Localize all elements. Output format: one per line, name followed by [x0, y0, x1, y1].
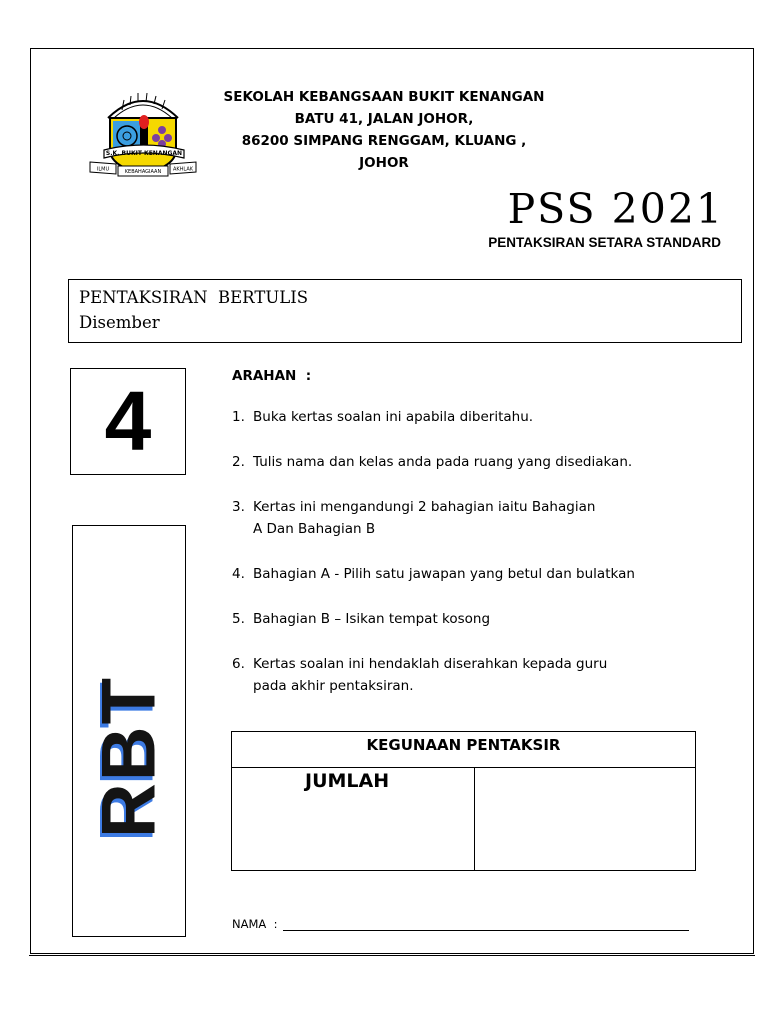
marker-use-table [231, 731, 696, 871]
subject-code: RBT [86, 675, 172, 839]
school-address-line2: 86200 SIMPANG RENGGAM, KLUANG , [241, 133, 527, 149]
instruction-number: 4. [232, 566, 245, 582]
school-name: SEKOLAH KEBANGSAAN BUKIT KENANGAN [223, 89, 545, 105]
svg-text:KEBAHAGIAAN: KEBAHAGIAAN [124, 169, 162, 175]
instructions-list [232, 406, 702, 697]
marker-table-title: KEGUNAAN PENTAKSIR [232, 732, 695, 768]
instruction-item [232, 563, 702, 585]
instructions-heading: ARAHAN : [232, 368, 312, 384]
instruction-item [232, 608, 702, 630]
instruction-text-line2: pada akhir pentaksiran. [253, 678, 414, 694]
instruction-number: 5. [232, 611, 245, 627]
school-crest-icon [86, 88, 200, 188]
instruction-item [232, 406, 702, 428]
instruction-number: 6. [232, 656, 245, 672]
svg-text:ILMU: ILMU [96, 166, 110, 173]
school-state: JOHOR [359, 155, 409, 171]
instruction-number: 3. [232, 499, 245, 515]
instruction-item [232, 496, 702, 540]
instruction-text: Tulis nama dan kelas anda pada ruang yang disediakan. [253, 454, 633, 470]
instruction-text: Buka kertas soalan ini apabila diberitahu. [253, 409, 534, 425]
instruction-text: Bahagian A - Pilih satu jawapan yang betul dan bulatkan [253, 566, 635, 582]
marker-total-row [232, 768, 695, 870]
assessment-type: PENTAKSIRAN BERTULIS [79, 288, 309, 307]
total-label: JUMLAH [232, 768, 475, 870]
exam-full-name: PENTAKSIRAN SETARA STANDARD [488, 235, 721, 250]
school-header [200, 86, 568, 174]
instruction-text-line1: Kertas ini mengandungi 2 bahagian iaitu Bahagian [253, 499, 596, 515]
assessment-month: Disember [79, 313, 160, 332]
instruction-item [232, 653, 702, 697]
instruction-number: 2. [232, 454, 245, 470]
total-score-field[interactable] [475, 768, 695, 870]
instructions-section [232, 364, 702, 720]
instruction-number: 1. [232, 409, 245, 425]
instruction-text [253, 653, 702, 697]
svg-text:AKHLAK: AKHLAK [172, 166, 194, 173]
instruction-item [232, 451, 702, 473]
name-field-row [232, 914, 689, 931]
year-level: 4 [104, 374, 152, 468]
exam-code: PSS 2021 [507, 185, 724, 233]
name-label: NAMA : [232, 917, 278, 931]
year-level-box [70, 368, 186, 475]
name-input-line[interactable] [283, 914, 689, 931]
school-address-line1: BATU 41, JALAN JOHOR, [294, 111, 474, 127]
instruction-text: Bahagian B – Isikan tempat kosong [253, 611, 491, 627]
svg-text:S.K. BUKIT KENANGAN: S.K. BUKIT KENANGAN [105, 150, 183, 157]
instruction-text [253, 496, 702, 540]
instruction-text-line2: A Dan Bahagian B [253, 521, 376, 537]
assessment-info-box [68, 279, 742, 343]
instruction-text-line1: Kertas soalan ini hendaklah diserahkan kepada guru [253, 656, 608, 672]
